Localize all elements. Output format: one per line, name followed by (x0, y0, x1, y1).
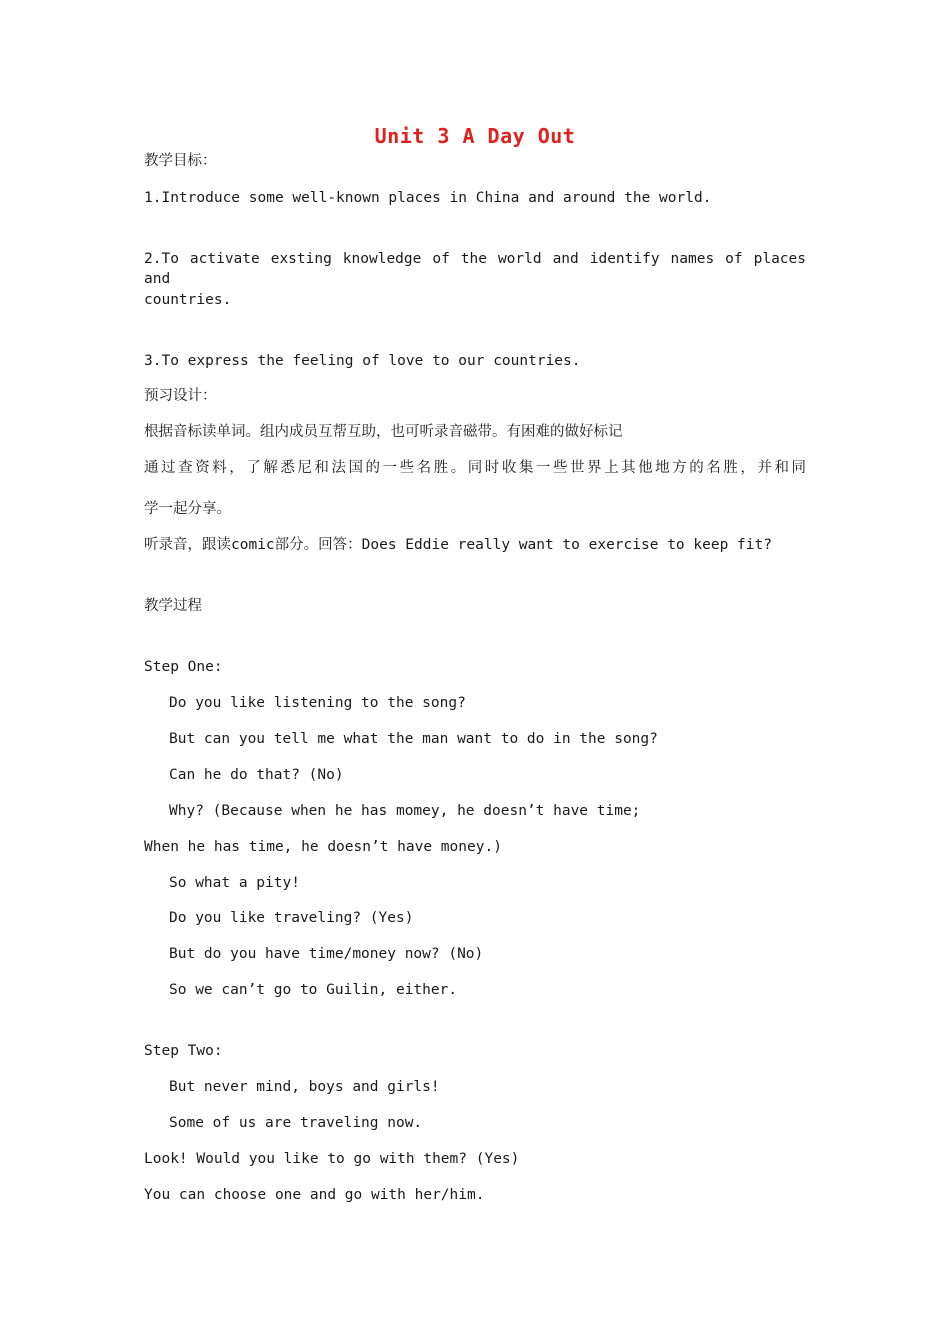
preview-item-3: 听录音，跟读comic部分。回答：Does Eddie really want to exercise to keep fit? (144, 537, 772, 553)
document-title: Unit 3 A Day Out (374, 124, 576, 148)
step-one-heading: Step One: (144, 659, 223, 675)
step-one-line: Do you like traveling? (Yes) (169, 910, 414, 926)
process-heading: 教学过程 (144, 598, 202, 614)
preview-heading: 预习设计： (144, 388, 217, 404)
step-one-line: So what a pity! (169, 875, 300, 891)
step-one-line: Why? (Because when he has momey, he doesn’t have time; (169, 803, 641, 819)
objective-3: 3.To express the feeling of love to our countries. (144, 353, 581, 369)
step-two-heading: Step Two: (144, 1043, 223, 1059)
preview-item-2-line-1: 通过查资料，了解悉尼和法国的一些名胜。同时收集一些世界上其他地方的名胜，并和同 (144, 460, 806, 476)
preview-item-1: 根据音标读单词。组内成员互帮互助，也可听录音磁带。有困难的做好标记 (144, 424, 623, 440)
step-two-line: But never mind, boys and girls! (169, 1079, 440, 1095)
preview-item-2-line-2: 学一起分享。 (144, 501, 231, 517)
step-one-line: But can you tell me what the man want to do in the song? (169, 731, 658, 747)
step-two-line: Look! Would you like to go with them? (Yes) (144, 1151, 520, 1167)
step-one-line: Can he do that? (No) (169, 767, 344, 783)
step-two-line: Some of us are traveling now. (169, 1115, 423, 1131)
step-one-line: So we can’t go to Guilin, either. (169, 982, 458, 998)
objective-2-line-1: 2.To activate exsting knowledge of the world and identify names of places and (144, 251, 806, 287)
step-two-line: You can choose one and go with her/him. (144, 1187, 485, 1203)
objectives-heading: 教学目标： (144, 153, 217, 169)
objective-2-line-2: countries. (144, 292, 232, 308)
step-one-line: But do you have time/money now? (No) (169, 946, 484, 962)
step-one-line: Do you like listening to the song? (169, 695, 466, 711)
step-one-line: When he has time, he doesn’t have money.) (144, 839, 502, 855)
objective-1: 1.Introduce some well-known places in China and around the world. (144, 190, 712, 206)
